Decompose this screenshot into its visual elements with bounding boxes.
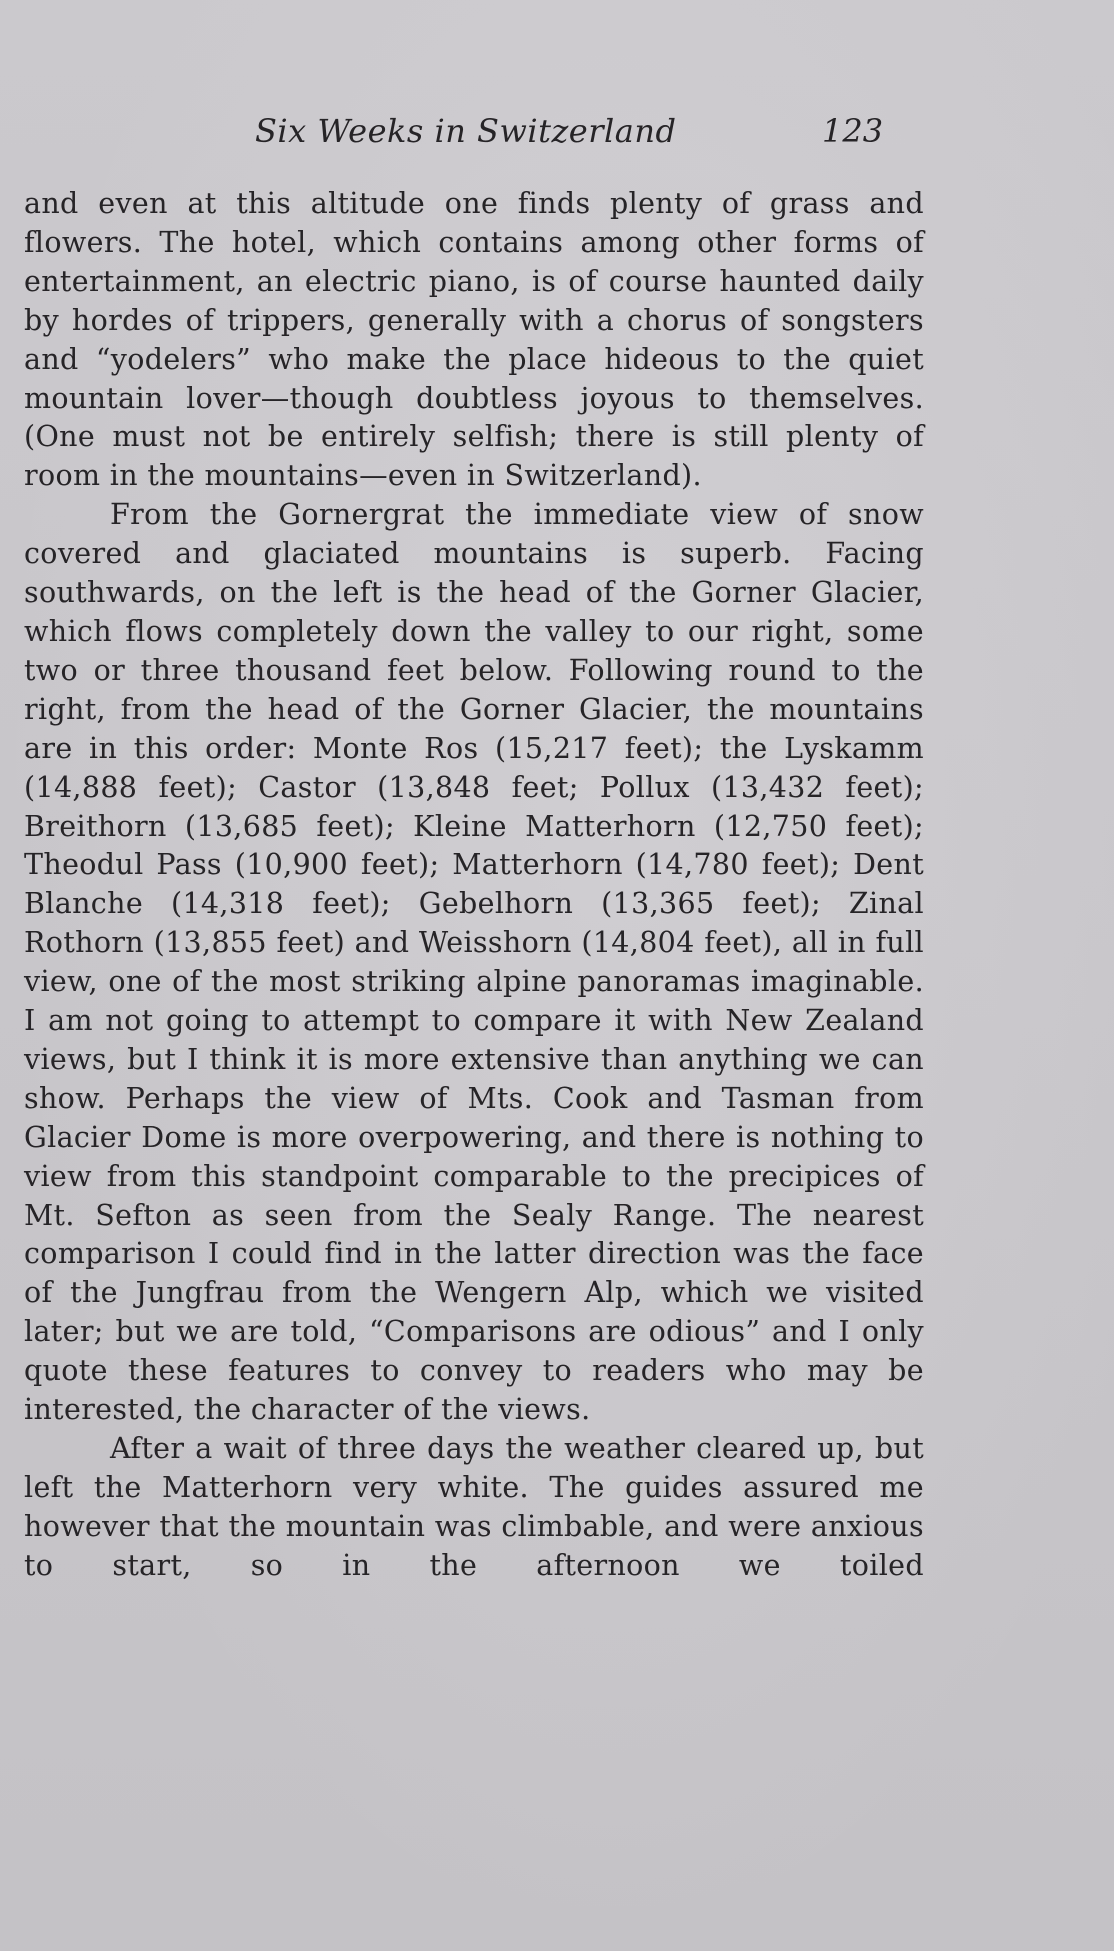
paragraph: From the Gornergrat the immediate view of snow covered and glaciated mountains is superb. Facing southwards, on the left is the head of the Gorner Glacier, which flows completely down the valley to our right, some two or three thousand feet below. Following round to the right, from the head of the Gorner Glacier, the mountains are in this order: Monte Ros (15,217 feet); the Lyskamm (14,888 feet); Castor (13,848 feet; Pollux (13,432 feet); Breithorn (13,685 feet); Kleine Matterhorn (12,750 feet); Theodul Pass (10,900 feet); Matterhorn (14,780 feet); Dent Blanche (14,318 feet); Gebelhorn (13,365 feet); Zinal Rothorn (13,855 feet) and Weisshorn (14,804 feet), all in full view, one of the most striking alpine panoramas imaginable. I am not going to attempt to compare it with New Zealand views, but I think it is more extensive than anything we can show. Perhaps the view of Mts. Cook and Tasman from Glacier Dome is more overpowering, and there is nothing to view from this standpoint comparable to the precipices of Mt. Sefton as seen from the Sealy Range. The nearest comparison I could find in the latter direction was the face of the Jungfrau from the Wengern Alp, which we visited later; but we are told, “Comparisons are odious” and I only quote these features to convey to readers who may be interested, the character of the views. [24,498,924,1427]
paragraph: After a wait of three days the weather cleared up, but left the Matterhorn very white. The guides assured me however that the mountain was climbable, and were anxious to start, so in the afternoon we toiled [24,1432,924,1582]
running-title: Six Weeks in Switzerland [255,112,677,150]
page-header [0,112,1114,152]
page-number: 123 [822,112,884,150]
paragraph: and even at this altitude one finds plenty of grass and flowers. The hotel, which contains among other forms of entertainment, an electric piano, is of course haunted daily by hordes of trippers, generally with a chorus of songsters and “yodelers” who make the place hideous to the quiet mountain lover—though doubtless joyous to themselves. (One must not be entirely selfish; there is still plenty of room in the mountains—even in Switzerland). [24,187,924,493]
body-text [24,185,924,1586]
